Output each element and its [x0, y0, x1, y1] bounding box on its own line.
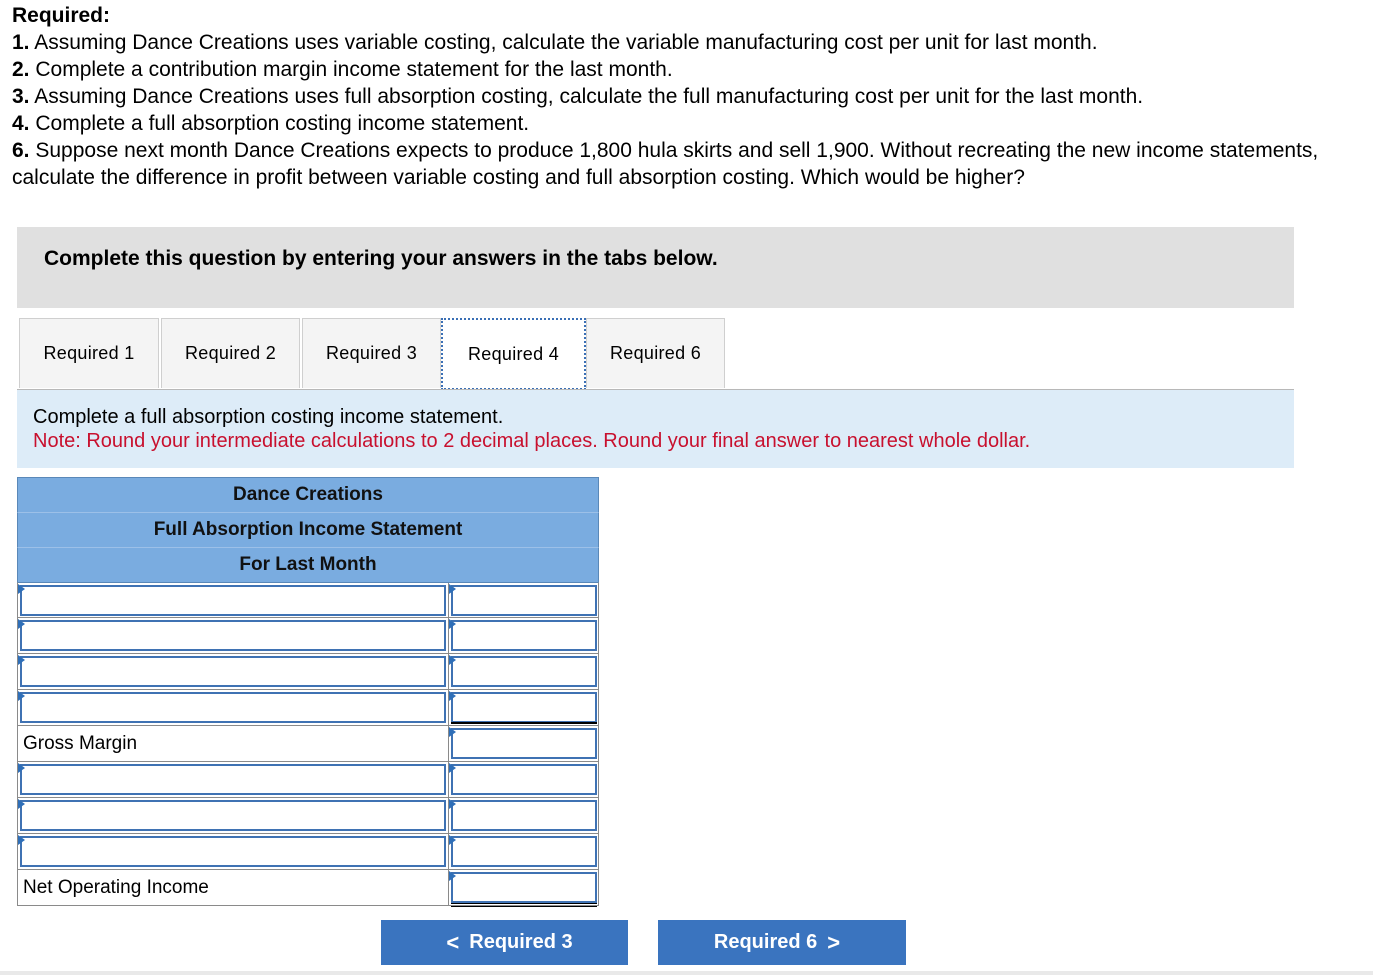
- amount-input[interactable]: [451, 585, 597, 616]
- next-required-6-button[interactable]: [658, 920, 906, 965]
- instructions-note: Note: Round your intermediate calculations to 2 decimal places. Round your final answer to nearest whole dollar.: [33, 430, 1031, 452]
- gross-margin-label: Gross Margin: [23, 733, 138, 754]
- label-cell: [18, 654, 449, 689]
- banner-text: Complete this question by entering your answers in the tabs below.: [44, 247, 718, 270]
- label-cell: [18, 870, 449, 905]
- label-cell: [18, 834, 449, 869]
- requirement-text: Complete a full absorption costing income statement.: [29, 112, 530, 135]
- dropdown-marker-icon: [18, 655, 25, 665]
- dropdown-marker-icon: [449, 655, 456, 665]
- dropdown-marker-icon: [449, 871, 456, 881]
- net-operating-income-label: Net Operating Income: [23, 877, 209, 898]
- dropdown-marker-icon: [18, 619, 25, 629]
- amount-cell: [449, 834, 599, 869]
- statement-row: [17, 654, 599, 690]
- dropdown-marker-icon: [449, 763, 456, 773]
- label-input[interactable]: [20, 620, 446, 651]
- statement-row: [17, 762, 599, 798]
- statement-row: [17, 618, 599, 654]
- tab-required-2[interactable]: Required 2: [161, 318, 300, 388]
- statement-company: Dance Creations: [17, 477, 599, 512]
- amount-cell: [449, 583, 599, 618]
- label-input[interactable]: [20, 585, 446, 616]
- tab-required-4[interactable]: Required 4: [441, 318, 586, 390]
- requirement-1: [12, 29, 1367, 56]
- requirement-2: [12, 56, 1367, 83]
- amount-input[interactable]: [451, 692, 597, 723]
- requirement-4: [12, 110, 1367, 137]
- amount-cell: [449, 618, 599, 653]
- amount-cell: [449, 798, 599, 833]
- amount-cell: [449, 726, 599, 761]
- instructions-banner: [17, 227, 1294, 308]
- dropdown-marker-icon: [449, 691, 456, 701]
- statement-row: [17, 582, 599, 618]
- label-cell: [18, 798, 449, 833]
- label-input[interactable]: [20, 764, 446, 795]
- dropdown-marker-icon: [18, 763, 25, 773]
- amount-input[interactable]: [451, 836, 597, 867]
- label-input[interactable]: [20, 692, 446, 723]
- amount-input[interactable]: [451, 764, 597, 795]
- statement-row: [17, 690, 599, 726]
- requirements-title: Required:: [12, 4, 111, 27]
- income-statement-table: [17, 477, 599, 906]
- dropdown-marker-icon: [449, 799, 456, 809]
- statement-row-net-operating-income: [17, 870, 599, 906]
- prev-required-3-button[interactable]: [381, 920, 628, 965]
- dropdown-marker-icon: [449, 619, 456, 629]
- amount-input[interactable]: [451, 620, 597, 651]
- statement-row: [17, 798, 599, 834]
- amount-cell: [449, 870, 599, 905]
- single-underline: [451, 722, 597, 724]
- statement-title: Full Absorption Income Statement: [17, 512, 599, 547]
- requirement-number: 6.: [12, 139, 30, 162]
- requirement-text: Complete a contribution margin income statement for the last month.: [29, 58, 673, 81]
- requirement-text: Suppose next month Dance Creations expects to produce 1,800 hula skirts and sell 1,900. Without recreating the new income statements, calculate the difference in profit between variable costing and full absorption costing. Which would be higher?: [12, 139, 1319, 189]
- requirement-text: Assuming Dance Creations uses variable costing, calculate the variable manufacturing cost per unit for last month.: [29, 31, 1098, 54]
- label-cell: [18, 690, 449, 725]
- statement-row-gross-margin: [17, 726, 599, 762]
- dropdown-marker-icon: [449, 835, 456, 845]
- label-input[interactable]: [20, 656, 446, 687]
- requirement-text: Assuming Dance Creations uses full absorption costing, calculate the full manufacturing cost per unit for the last month.: [29, 85, 1144, 108]
- chevron-left-icon: <: [446, 929, 460, 955]
- requirement-number: 2.: [12, 58, 30, 81]
- amount-cell: [449, 690, 599, 725]
- tab-required-3[interactable]: Required 3: [302, 318, 441, 388]
- amount-input[interactable]: [451, 656, 597, 687]
- label-input[interactable]: [20, 836, 446, 867]
- requirement-number: 4.: [12, 112, 30, 135]
- requirement-3: [12, 83, 1367, 110]
- label-cell: [18, 618, 449, 653]
- dropdown-marker-icon: [18, 835, 25, 845]
- statement-row: [17, 834, 599, 870]
- instructions-main: Complete a full absorption costing income statement.: [33, 406, 504, 428]
- label-input[interactable]: [20, 800, 446, 831]
- page-bottom-divider: [0, 971, 1373, 975]
- dropdown-marker-icon: [18, 691, 25, 701]
- requirement-number: 3.: [12, 85, 30, 108]
- label-cell: [18, 583, 449, 618]
- dropdown-marker-icon: [449, 727, 456, 737]
- amount-cell: [449, 654, 599, 689]
- gross-margin-amount-input[interactable]: [451, 728, 597, 759]
- tab-instructions: [17, 390, 1294, 468]
- label-cell: [18, 726, 449, 761]
- requirements-section: [12, 2, 1367, 191]
- dropdown-marker-icon: [18, 584, 25, 594]
- tab-required-1[interactable]: Required 1: [19, 318, 159, 388]
- amount-cell: [449, 762, 599, 797]
- tab-required-6[interactable]: Required 6: [586, 318, 725, 388]
- next-button-label: Required 6: [713, 931, 818, 953]
- prev-button-label: Required 3: [469, 931, 573, 953]
- statement-period: For Last Month: [17, 547, 599, 582]
- requirement-number: 1.: [12, 31, 30, 54]
- dropdown-marker-icon: [18, 799, 25, 809]
- net-operating-income-amount-input[interactable]: [451, 872, 597, 903]
- chevron-right-icon: >: [827, 929, 841, 955]
- label-cell: [18, 762, 449, 797]
- double-underline: [451, 903, 597, 907]
- requirement-6: [12, 137, 1367, 191]
- dropdown-marker-icon: [449, 584, 456, 594]
- amount-input[interactable]: [451, 800, 597, 831]
